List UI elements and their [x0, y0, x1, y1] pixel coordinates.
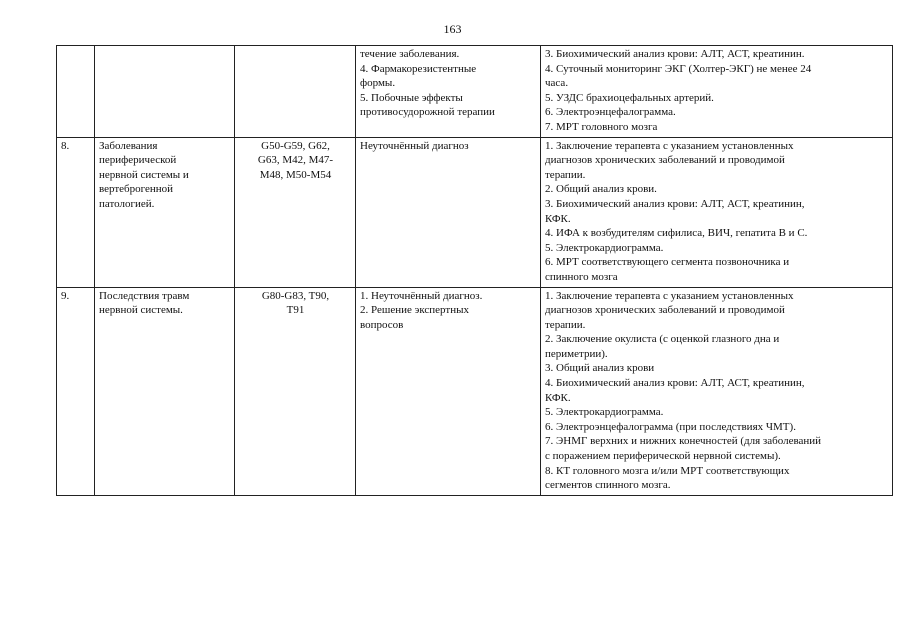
disease-group-cell — [95, 287, 235, 495]
icd-codes: G80-G83, T90, T91 — [261, 289, 330, 317]
conditions-cell — [356, 287, 541, 495]
conditions-text: Неуточнённый диагноз — [360, 139, 469, 152]
table-row — [57, 287, 893, 495]
row-number-cell — [57, 287, 95, 495]
examinations-cell — [541, 137, 893, 287]
examinations-text: 3. Биохимический анализ крови: АЛТ, АСТ, креатинин. 4. Суточный мониторинг ЭКГ (Холтер-ЭКГ) не менее 24 часа. 5. УЗДС брахиоцефальных артерий. 6. Электроэнцефалограмма. 7. МРТ головного мозга — [545, 48, 812, 133]
examinations-cell — [541, 46, 893, 138]
examinations-text: 1. Заключение терапевта с указанием установленных диагнозов хронических заболеваний и проводимой терапии. 2. Заключение окулиста (с оценкой глазного дна и периметрии). 3. Общий анализ крови 4. Биохимический анализ крови: АЛТ, АСТ, креатинин, КФК. 5. Электрокардиограмма. 6. Электроэнцефалограмма (при последствиях ЧМТ). 7. ЭНМГ верхних и нижних конечностей (для заболеваний с поражением периферической нервной системы). 8. КТ головного мозга и/или МРТ соответствующих сегментов спинного мозга. — [545, 289, 822, 492]
icd-codes-cell — [235, 287, 356, 495]
conditions-text: 1. Неуточнённый диагноз. 2. Решение экспертных вопросов — [360, 289, 483, 331]
conditions-text: течение заболевания. 4. Фармакорезистентные формы. 5. Побочные эффекты противосудорожной терапии — [360, 48, 495, 119]
icd-codes: G50-G59, G62, G63, M42, M47- M48, M50-M54 — [257, 139, 334, 181]
row-number: 9. — [61, 289, 70, 302]
row-number: 8. — [61, 139, 70, 152]
icd-codes-cell — [235, 46, 356, 138]
disease-group-cell — [95, 137, 235, 287]
examinations-text: 1. Заключение терапевта с указанием установленных диагнозов хронических заболеваний и проводимой терапии. 2. Общий анализ крови. 3. Биохимический анализ крови: АЛТ, АСТ, креатинин, КФК. 4. ИФА к возбудителям сифилиса, ВИЧ, гепатита В и С. 5. Электрокардиограмма. 6. МРТ соответствующего сегмента позвоночника и спинного мозга — [545, 139, 808, 283]
table-row — [57, 137, 893, 287]
conditions-cell — [356, 46, 541, 138]
examinations-cell — [541, 287, 893, 495]
conditions-cell — [356, 137, 541, 287]
disease-group: Последствия травм нервной системы. — [99, 289, 190, 317]
page-number: 163 — [443, 22, 462, 36]
disease-group-cell — [95, 46, 235, 138]
table-row — [57, 46, 893, 138]
disease-group: Заболевания периферической нервной системы и вертеброгенной патологией. — [99, 139, 189, 210]
diagnosis-table — [56, 45, 893, 496]
icd-codes-cell — [235, 137, 356, 287]
row-number-cell — [57, 46, 95, 138]
row-number-cell — [57, 137, 95, 287]
